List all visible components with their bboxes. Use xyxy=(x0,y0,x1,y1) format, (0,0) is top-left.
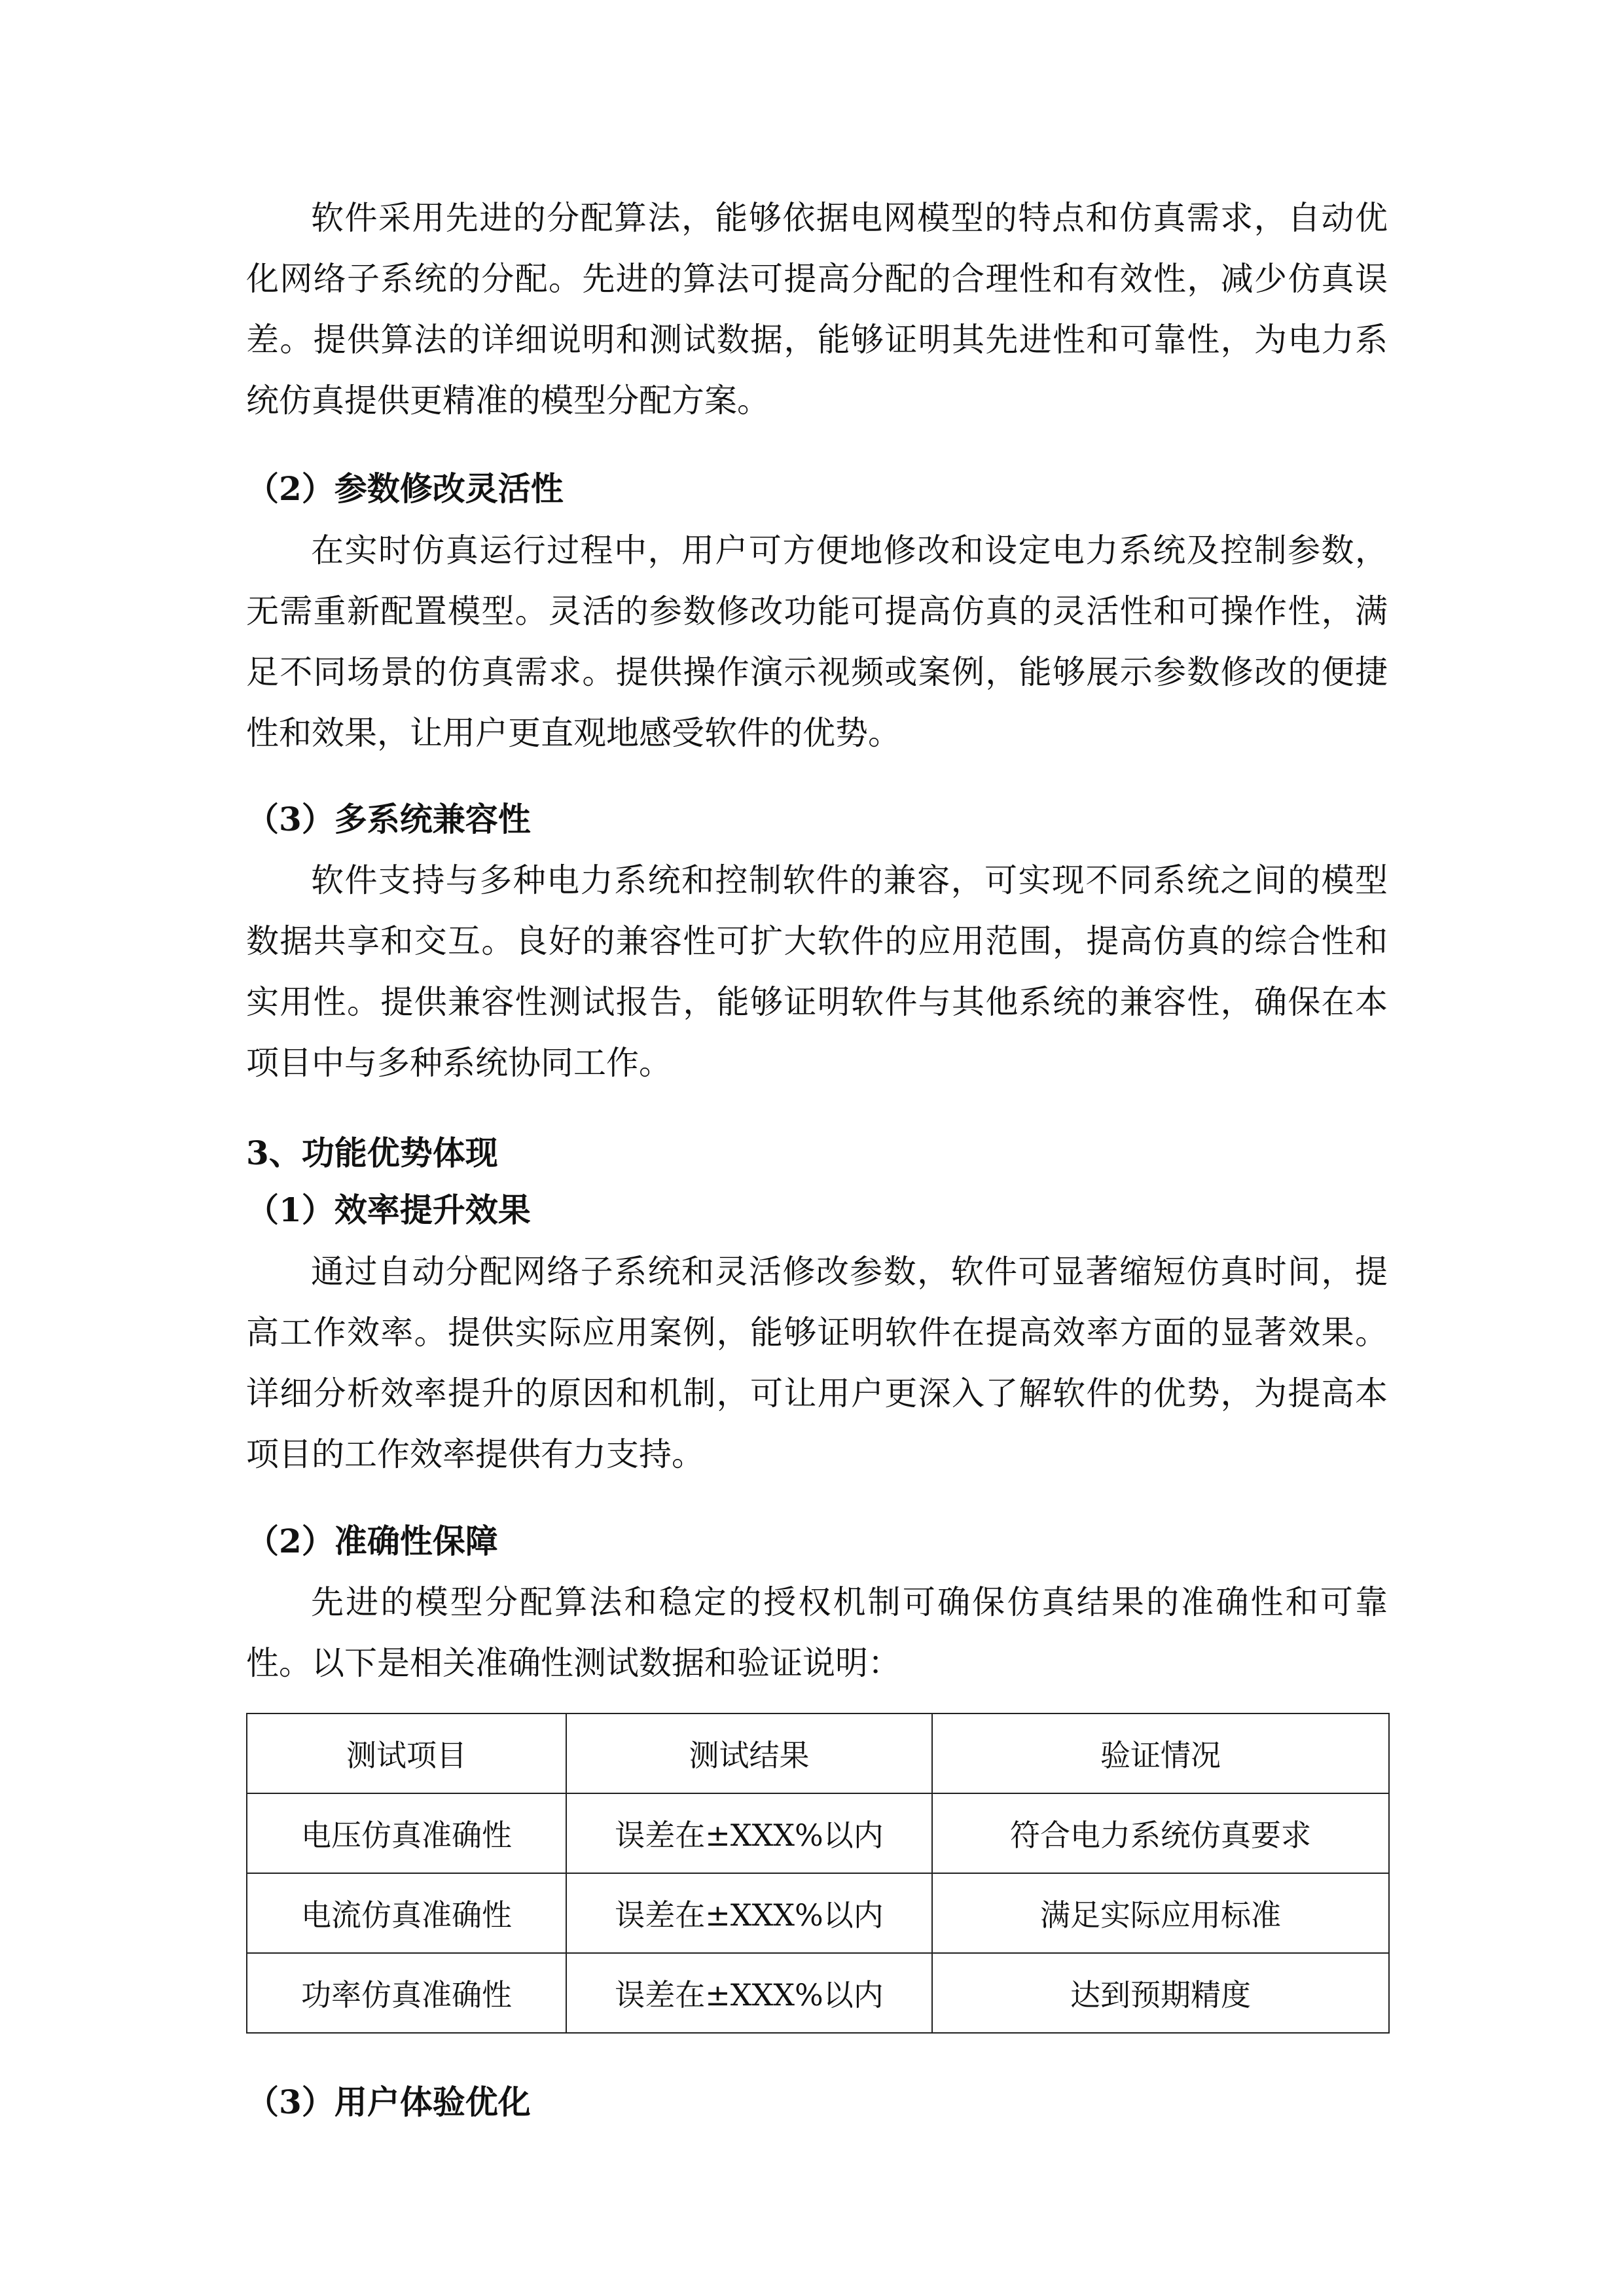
heading-param-flexibility: （2）参数修改灵活性 xyxy=(246,469,564,508)
table-cell: 误差在±XXX%以内 xyxy=(566,1953,932,2033)
accuracy-table xyxy=(246,1713,1390,2034)
table-cell: 符合电力系统仿真要求 xyxy=(932,1793,1389,1873)
heading-accuracy: （2）准确性保障 xyxy=(246,1522,498,1560)
table-header-cell: 测试项目 xyxy=(247,1713,566,1793)
table-header-cell: 验证情况 xyxy=(932,1713,1389,1793)
table-cell: 误差在±XXX%以内 xyxy=(566,1873,932,1953)
table-cell: 电流仿真准确性 xyxy=(247,1873,566,1953)
heading-section-3: 3、功能优势体现 xyxy=(246,1134,498,1172)
paragraph-param-flexibility: 在实时仿真运行过程中，用户可方便地修改和设定电力系统及控制参数，无需重新配置模型。灵活的参数修改功能可提高仿真的灵活性和可操作性，满足不同场景的仿真需求。提供操作演示视频或案例，能够展示参数修改的便捷性和效果，让用户更直观地感受软件的优势。 xyxy=(246,531,1388,752)
table-row xyxy=(247,1953,1389,2033)
table-cell: 误差在±XXX%以内 xyxy=(566,1793,932,1873)
heading-efficiency: （1）效率提升效果 xyxy=(246,1191,531,1229)
heading-compatibility: （3）多系统兼容性 xyxy=(246,800,531,838)
paragraph-algorithm: 软件采用先进的分配算法，能够依据电网模型的特点和仿真需求，自动优化网络子系统的分配。先进的算法可提高分配的合理性和有效性，减少仿真误差。提供算法的详细说明和测试数据，能够证明其先进性和可靠性，为电力系统仿真提供更精准的模型分配方案。 xyxy=(246,199,1388,420)
heading-user-experience: （3）用户体验优化 xyxy=(246,2083,531,2121)
paragraph-efficiency: 通过自动分配网络子系统和灵活修改参数，软件可显著缩短仿真时间，提高工作效率。提供实际应用案例，能够证明软件在提高效率方面的显著效果。详细分析效率提升的原因和机制，可让用户更深入了解软件的优势，为提高本项目的工作效率提供有力支持。 xyxy=(246,1253,1388,1473)
table-cell: 达到预期精度 xyxy=(932,1953,1389,2033)
paragraph-compatibility: 软件支持与多种电力系统和控制软件的兼容，可实现不同系统之间的模型数据共享和交互。良好的兼容性可扩大软件的应用范围，提高仿真的综合性和实用性。提供兼容性测试报告，能够证明软件与其他系统的兼容性，确保在本项目中与多种系统协同工作。 xyxy=(246,861,1388,1082)
table-header-row xyxy=(247,1713,1389,1793)
paragraph-accuracy: 先进的模型分配算法和稳定的授权机制可确保仿真结果的准确性和可靠性。以下是相关准确性测试数据和验证说明： xyxy=(246,1583,1388,1682)
table-cell: 满足实际应用标准 xyxy=(932,1873,1389,1953)
table-row xyxy=(247,1873,1389,1953)
table-cell: 功率仿真准确性 xyxy=(247,1953,566,2033)
table-row xyxy=(247,1793,1389,1873)
table-cell: 电压仿真准确性 xyxy=(247,1793,566,1873)
table-header-cell: 测试结果 xyxy=(566,1713,932,1793)
